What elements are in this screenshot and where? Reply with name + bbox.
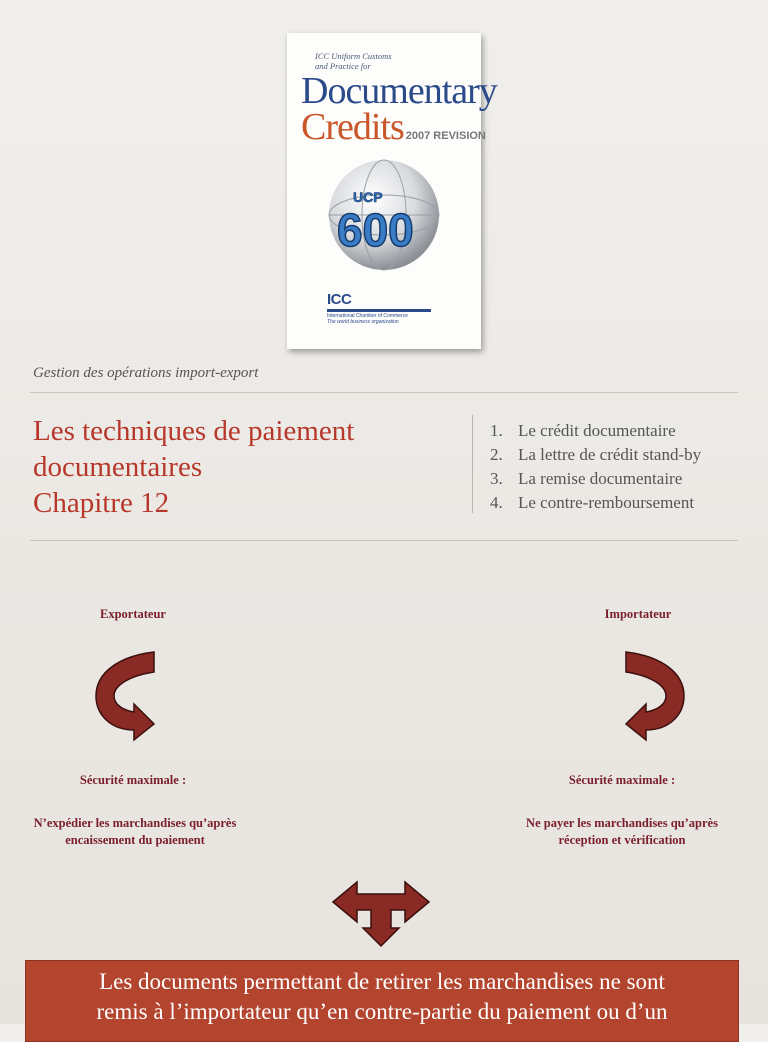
book-cover [287, 33, 497, 349]
exporter-label: Exportateur [100, 607, 166, 621]
summary-banner: Les documents permettant de retirer les marchandises ne sont remis à l’importateur qu’en contre-partie du paiement ou d’un [25, 960, 739, 1042]
divider-top [30, 392, 738, 393]
cover-revision: 2007 REVISION [405, 130, 486, 142]
exporter-security: Sécurité maximale : [79, 773, 187, 787]
importer-rule: Ne payer les marchandises qu’après réception et vérification [526, 816, 718, 847]
exporter-rule: N’expédier les marchandises qu’après encaissement du paiement [33, 816, 237, 847]
divider-bottom [30, 540, 738, 541]
course-name: Gestion des opérations import-export [33, 365, 259, 381]
cover-title: Documentary Credits 2007 REVISION [301, 70, 497, 148]
table-of-contents [490, 419, 701, 515]
importer-security: Sécurité maximale : [568, 773, 676, 787]
badge-big-text: 600 [337, 204, 414, 256]
toc-item: 2. La lettre de crédit stand-by [490, 445, 702, 464]
icc-logo: ICC International Chamber of Commerce The world business organization [327, 291, 431, 325]
globe-icon [325, 158, 443, 273]
importer-label: Importateur [604, 607, 672, 621]
toc-item: 1. Le crédit documentaire [490, 421, 676, 440]
badge-small-text: UCP [353, 189, 383, 205]
curved-arrow-left-icon [92, 650, 158, 742]
toc-item: 3. La remise documentaire [490, 469, 683, 488]
page-title: Les techniques de paiement documentaires Chapitre 12 [33, 415, 355, 519]
three-way-arrow-icon [331, 880, 431, 948]
title-divider [472, 415, 473, 513]
cover-top-note: ICC Uniform Customs and Practice for [315, 51, 392, 71]
toc-item: 4. Le contre-remboursement [490, 493, 695, 512]
curved-arrow-right-icon [622, 650, 688, 742]
